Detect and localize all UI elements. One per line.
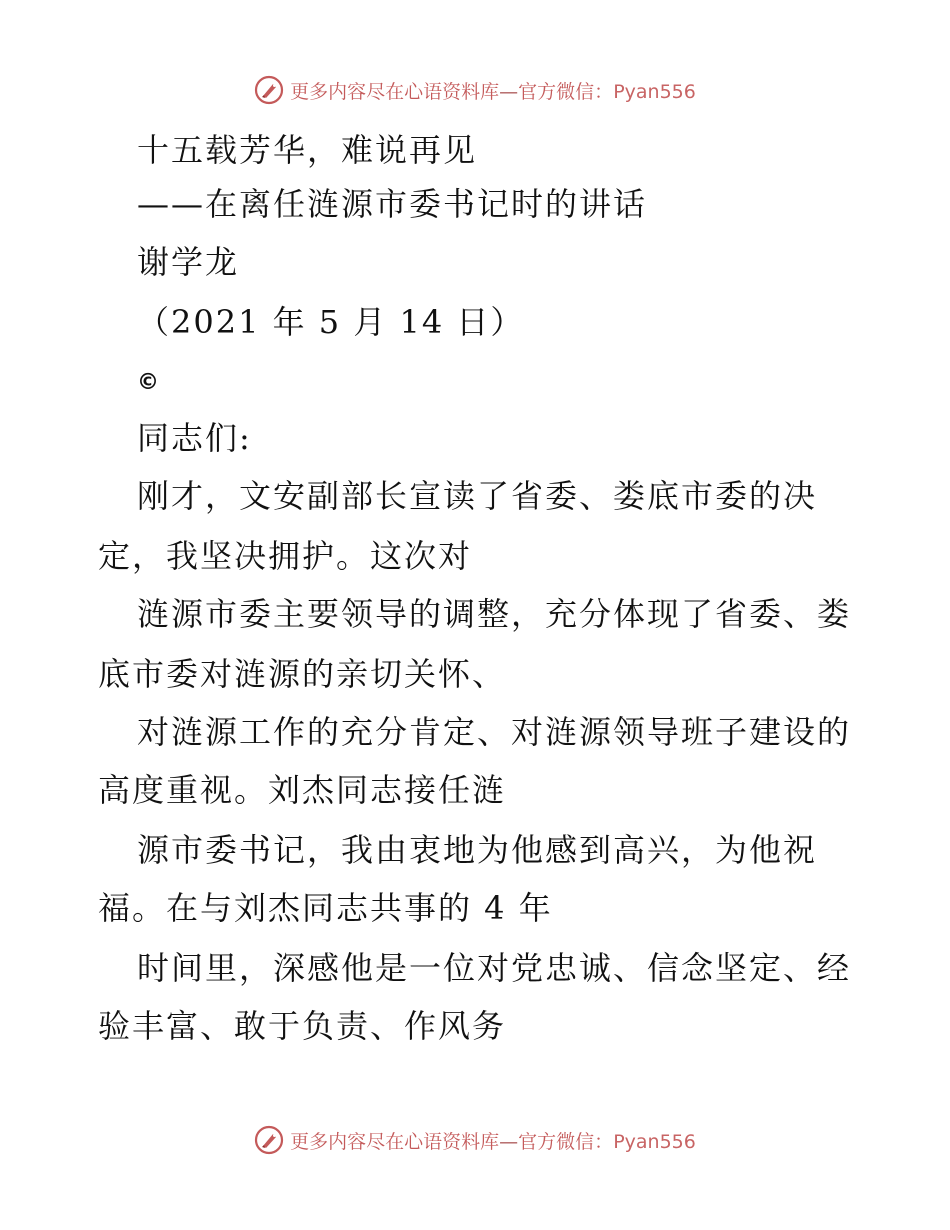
watermark-wechat-id: Pyan556	[613, 1130, 696, 1153]
copyright-mark: ©	[137, 370, 159, 395]
paragraph-line: 刚才，文安副部长宣读了省委、娄底市委的决	[137, 477, 818, 515]
paragraph-line: 福。在与刘杰同志共事的 4 年	[98, 889, 553, 927]
document-author: 谢学龙	[137, 243, 240, 281]
watermark-text	[290, 77, 696, 104]
paragraph-line: 涟源市委主要领导的调整，充分体现了省委、娄	[137, 595, 852, 633]
watermark-header	[0, 70, 950, 110]
watermark-text	[290, 1127, 696, 1154]
watermark-main-text: 更多内容尽在心语资料库	[290, 1130, 500, 1153]
watermark-main-text: 更多内容尽在心语资料库	[290, 80, 500, 103]
watermark-footer	[0, 1120, 950, 1160]
paragraph-line: 定，我坚决拥护。这次对	[98, 537, 473, 575]
paragraph-line: 时间里，深感他是一位对党忠诚、信念坚定、经	[137, 949, 852, 987]
paragraph-line: 对涟源工作的充分肯定、对涟源领导班子建设的	[137, 713, 852, 751]
pen-nib-logo-icon	[254, 1125, 284, 1155]
document-subtitle: ——在离任涟源市委书记时的讲话	[137, 185, 648, 223]
document-title: 十五载芳华，难说再见	[137, 131, 478, 169]
watermark-separator: —	[499, 1130, 519, 1153]
salutation: 同志们:	[137, 419, 252, 457]
watermark-separator: —	[499, 80, 519, 103]
pen-nib-logo-icon	[254, 75, 284, 105]
watermark-wechat-label: 官方微信：	[518, 80, 614, 103]
paragraph-line: 源市委书记，我由衷地为他感到高兴，为他祝	[137, 831, 818, 869]
watermark-wechat-label: 官方微信：	[518, 1130, 614, 1153]
watermark-wechat-id: Pyan556	[613, 80, 696, 103]
paragraph-line: 底市委对涟源的亲切关怀、	[98, 655, 507, 693]
paragraph-line: 高度重视。刘杰同志接任涟	[98, 771, 507, 809]
paragraph-line: 验丰富、敢于负责、作风务	[98, 1007, 507, 1045]
document-date: （2021 年 5 月 14 日）	[137, 303, 525, 341]
